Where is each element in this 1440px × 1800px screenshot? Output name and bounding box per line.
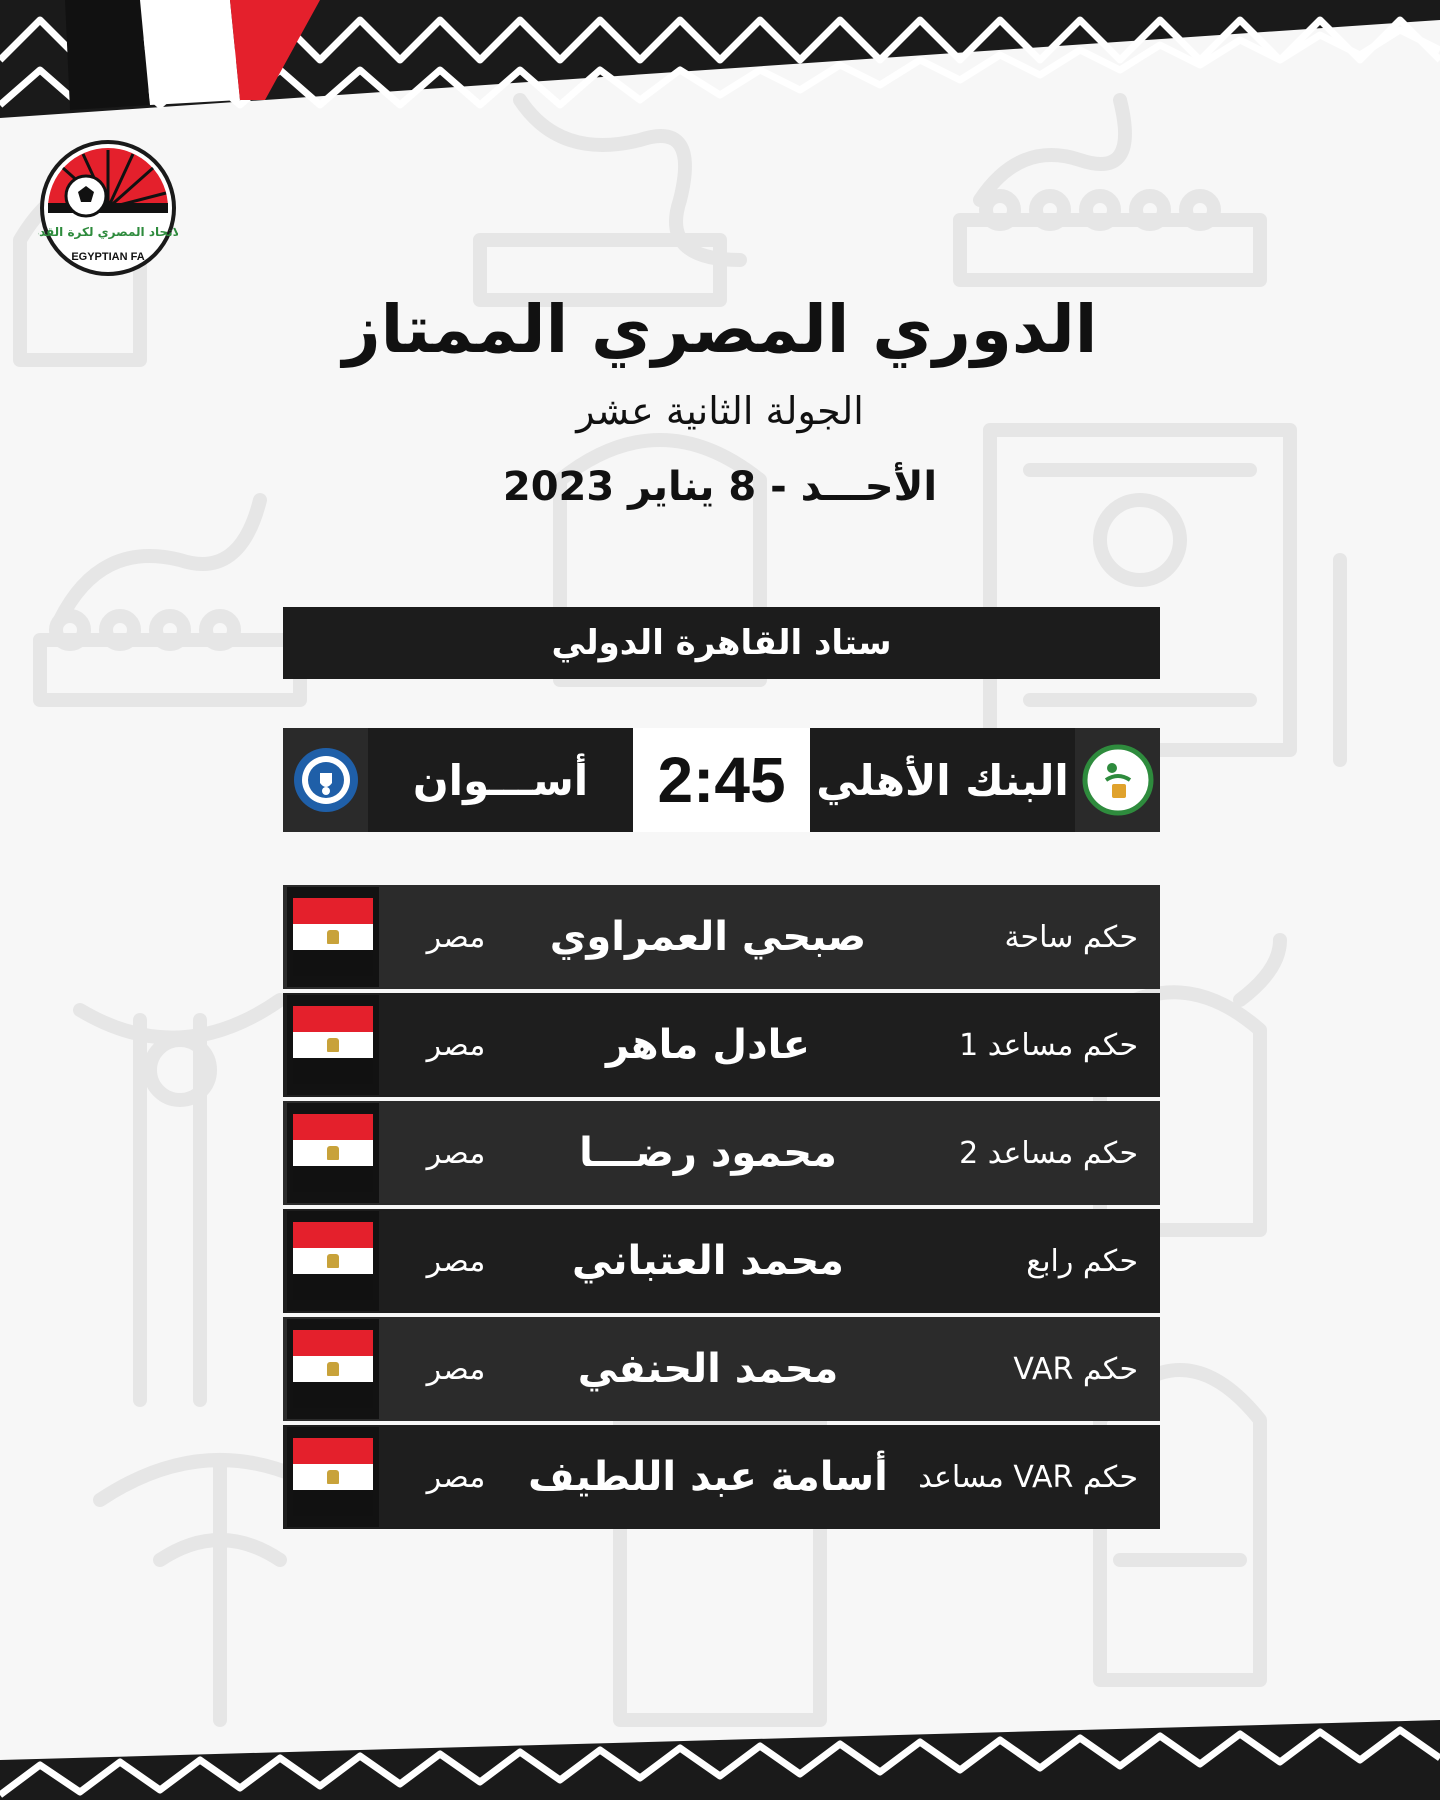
referee-name: صبحي العمراوي	[549, 914, 867, 960]
egyptian-fa-logo	[38, 138, 178, 278]
referee-role: حكم ساحة	[1004, 919, 1138, 955]
referee-nationality: مصر	[426, 1459, 486, 1495]
referee-role: حكم VAR مساعد	[918, 1459, 1138, 1495]
home-team	[810, 728, 1075, 832]
referee-name: أسامة عبد اللطيف	[528, 1454, 888, 1500]
referee-nationality: مصر	[426, 1243, 486, 1279]
match-bar	[283, 728, 1160, 832]
flag-box	[287, 1211, 379, 1311]
referee-name: محمد الحنفي	[577, 1346, 839, 1392]
egypt-flag-icon	[293, 1222, 373, 1300]
flag-box	[287, 887, 379, 987]
aswan-club-badge-icon	[291, 745, 361, 815]
header	[0, 285, 1440, 519]
referee-row	[283, 1101, 1160, 1205]
away-team-name: أســـوان	[412, 755, 589, 805]
referee-row	[283, 1317, 1160, 1421]
kickoff-time: 2:45	[657, 744, 786, 816]
venue-bar	[283, 607, 1160, 679]
kickoff-time-box	[633, 728, 810, 832]
referee-row	[283, 885, 1160, 989]
bottom-zigzag-band	[0, 1720, 1440, 1800]
referee-nationality: مصر	[426, 919, 486, 955]
referee-role: حكم مساعد 1	[959, 1027, 1138, 1063]
referee-nationality: مصر	[426, 1027, 486, 1063]
egypt-flag-icon	[293, 1330, 373, 1408]
logo-arabic-text: الاتحاد المصري لكرة القدم	[38, 225, 178, 239]
venue-name: ستاد القاهرة الدولي	[551, 623, 892, 663]
egypt-flag-icon	[293, 1438, 373, 1516]
round-label: الجولة الثانية عشر	[576, 389, 864, 433]
national-bank-of-egypt-badge-icon	[1082, 744, 1154, 816]
away-badge-box	[283, 728, 368, 832]
referee-row	[283, 993, 1160, 1097]
flag-box	[287, 1427, 379, 1527]
flag-box	[287, 1103, 379, 1203]
home-team-name: البنك الأهلي	[816, 755, 1069, 805]
referee-name: محمود رضـــا	[579, 1130, 837, 1176]
logo-english-text: EGYPTIAN FA	[71, 251, 145, 263]
referees-list	[283, 885, 1160, 1533]
flag-box	[287, 995, 379, 1095]
referee-nationality: مصر	[426, 1351, 486, 1387]
referee-role: حكم مساعد 2	[959, 1135, 1138, 1171]
egypt-flag-icon	[293, 1006, 373, 1084]
egypt-flag-icon	[293, 1114, 373, 1192]
referee-name: عادل ماهر	[606, 1022, 810, 1068]
egypt-flag-icon	[293, 898, 373, 976]
match-date: الأحـــد - 8 يناير 2023	[502, 464, 938, 510]
referee-role: حكم رابع	[1026, 1243, 1138, 1279]
referee-role: حكم VAR	[1013, 1351, 1138, 1387]
flag-box	[287, 1319, 379, 1419]
referee-nationality: مصر	[426, 1135, 486, 1171]
referee-row	[283, 1425, 1160, 1529]
top-zigzag-band	[0, 0, 1440, 125]
home-badge-box	[1075, 728, 1160, 832]
away-team	[368, 728, 633, 832]
page-title: الدوري المصري الممتاز	[342, 291, 1098, 368]
referee-name: محمد العتباني	[572, 1238, 844, 1284]
referee-row	[283, 1209, 1160, 1313]
